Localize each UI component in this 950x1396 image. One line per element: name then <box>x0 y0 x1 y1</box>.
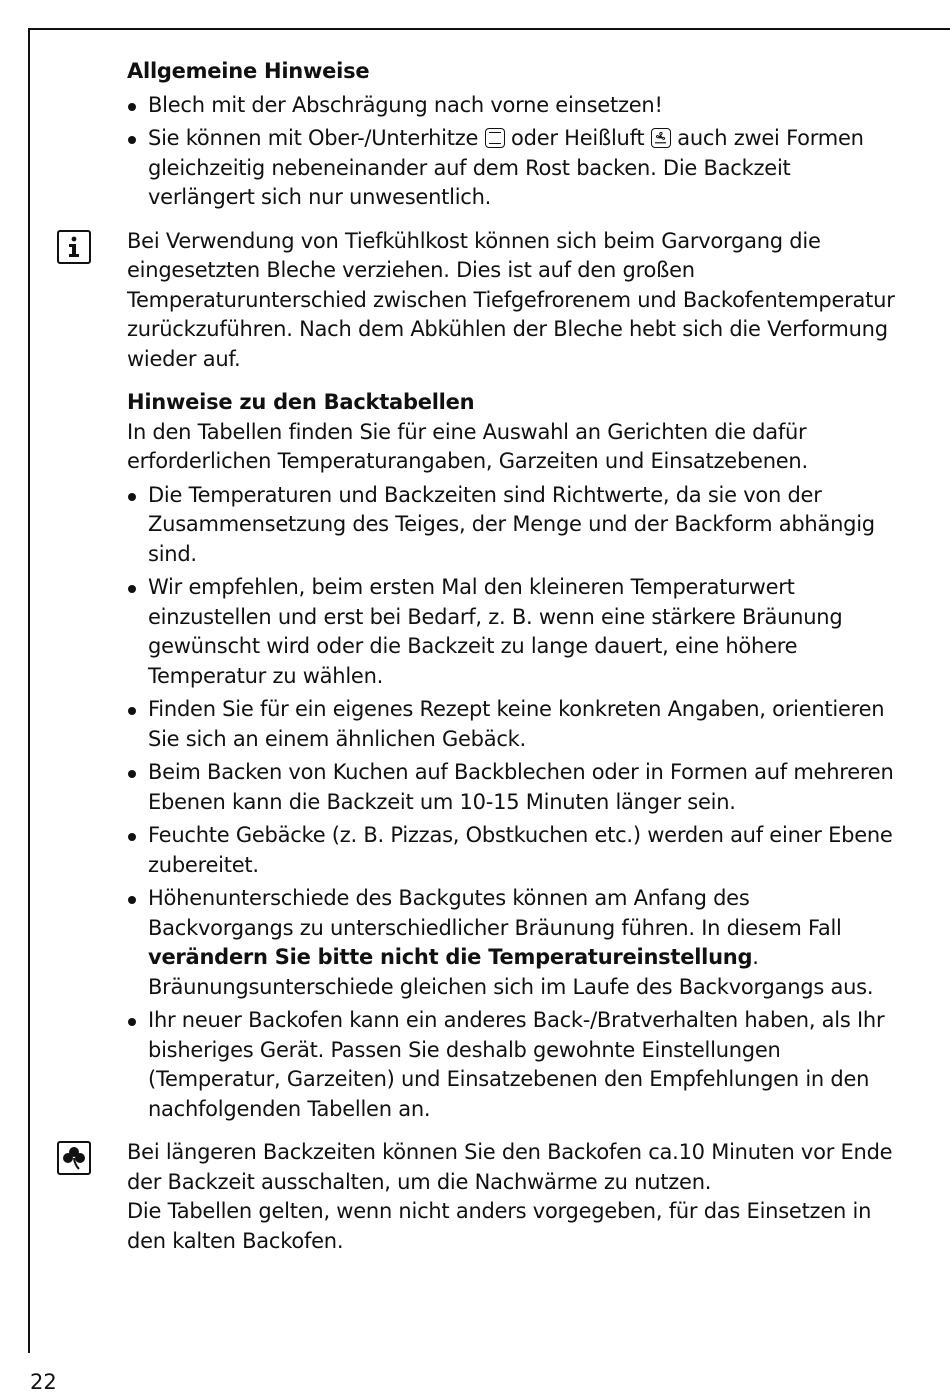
emphasis-text: verändern Sie bitte nicht die Temperatureinstellung <box>148 945 753 969</box>
eco-note-text-1: Bei längeren Backzeiten können Sie den Backofen ca.10 Minuten vor Ende der Backzeit ausschalten, um die Nachwärme zu nutzen. <box>127 1140 893 1194</box>
general-heading: Allgemeine Hinweise <box>127 59 370 83</box>
list-item: Wir empfehlen, beim ersten Mal den kleineren Temperaturwert einzustellen und erst bei Bedarf, z. B. wenn eine stärkere Bräunung gewünscht wird oder die Backzeit zu lange dauert, eine höhere Temperatur zu wählen. <box>127 573 897 691</box>
list-item: Die Temperaturen und Backzeiten sind Richtwerte, da sie von der Zusammensetzung des Teiges, der Menge und der Backform abhängig sind. <box>127 481 897 570</box>
info-note <box>127 227 897 375</box>
convection-fan-icon <box>651 128 671 148</box>
list-item: Höhenunterschiede des Backgutes können am Anfang des Backvorgangs zu unterschiedlicher Bräunung führen. In diesem Fall verändern Sie bitte nicht die Temperatureinstellung. Bräunungsunterschiede gleichen sich im Laufe des Backvorgangs aus. <box>127 884 897 1002</box>
list-item: Finden Sie für ein eigenes Rezept keine konkreten Angaben, orientieren Sie sich an einem ähnlichen Gebäck. <box>127 695 897 754</box>
info-icon <box>57 230 91 264</box>
top-bottom-heat-icon <box>485 128 505 148</box>
list-item: Beim Backen von Kuchen auf Backblechen oder in Formen auf mehreren Ebenen kann die Backzeit um 10-15 Minuten länger sein. <box>127 758 897 817</box>
clover-icon <box>57 1141 91 1175</box>
list-item: Feuchte Gebäcke (z. B. Pizzas, Obstkuchen etc.) werden auf einer Ebene zubereitet. <box>127 821 897 880</box>
page-content <box>127 57 897 1256</box>
tables-heading: Hinweise zu den Backtabellen <box>127 390 475 414</box>
list-item: Blech mit der Abschrägung nach vorne einsetzen! <box>127 91 897 121</box>
list-item: Sie können mit Ober-/Unterhitze oder Heißluft auch zwei Formen gleichzeitig nebeneinander auf dem Rost backen. Die Backzeit verlängert sich nur unwesentlich. <box>127 124 897 213</box>
eco-note-text-2: Die Tabellen gelten, wenn nicht anders vorgegeben, für das Einsetzen in den kalten Backofen. <box>127 1199 872 1253</box>
eco-note <box>127 1138 897 1256</box>
tables-list <box>127 481 897 1125</box>
info-note-text: Bei Verwendung von Tiefkühlkost können sich beim Garvorgang die eingesetzten Bleche verziehen. Dies ist auf den großen Temperaturunterschied zwischen Tiefgefrorenem und Backofentemperatur zurückzuführen. Nach dem Abkühlen der Bleche hebt sich die Verformung wieder auf. <box>127 228 895 371</box>
page-number: 22 <box>30 1370 57 1394</box>
page-frame-top <box>29 28 950 30</box>
page-frame-left <box>28 28 30 1353</box>
general-list <box>127 91 897 213</box>
list-item: Ihr neuer Backofen kann ein anderes Back-/Bratverhalten haben, als Ihr bisheriges Gerät. Passen Sie deshalb gewohnte Einstellungen (Temperatur, Garzeiten) und Einsatzebenen den Empfehlungen in den nachfolgenden Tabellen an. <box>127 1006 897 1124</box>
tables-intro: In den Tabellen finden Sie für eine Auswahl an Gerichten die dafür erforderlichen Temperaturangaben, Garzeiten und Einsatzebenen. <box>127 419 808 473</box>
